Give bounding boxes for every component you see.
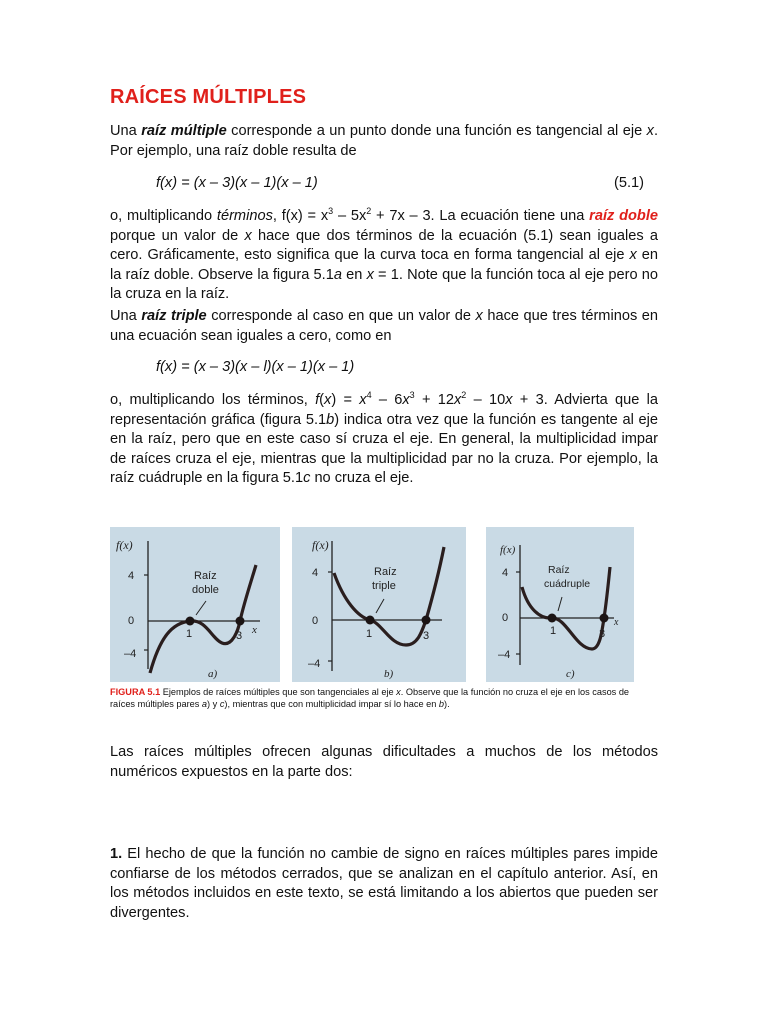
fx-label: f(x) [312, 538, 329, 552]
root-point [366, 616, 375, 625]
text: corresponde a un punto donde una función es tangencial al eje [226, 123, 647, 139]
panel-label: c) [566, 668, 575, 680]
superscript: 4 [366, 390, 372, 401]
paragraph-multiple-root [110, 122, 658, 161]
pointer [376, 599, 384, 613]
root-point [600, 614, 609, 623]
text: en la raíz doble. Observe la figura 5.1 [110, 247, 658, 283]
term-triple-root: raíz triple [141, 308, 207, 324]
root-point [186, 617, 195, 626]
equation-5-1 [156, 174, 318, 193]
text: x [454, 392, 462, 408]
caption-label: FIGURA 5.1 [110, 687, 161, 697]
tick-label: 4 [312, 567, 319, 579]
tick-label: –4 [498, 649, 511, 661]
tick-label: 0 [128, 615, 135, 627]
paragraph-triple-root [110, 307, 658, 346]
root-label: Raíz [374, 566, 397, 578]
x-axis-label: x [614, 617, 619, 628]
root-tick: 3 [423, 630, 430, 642]
fx-label: f(x) [116, 538, 133, 552]
text: hace que tres términos en una ecuación sean iguales a cero, como en [110, 308, 659, 344]
var-x: x [629, 247, 637, 264]
superscript: 2 [461, 390, 467, 401]
tick-label: –4 [308, 658, 321, 670]
var-x: x [244, 227, 252, 244]
text: – 6 [371, 392, 403, 408]
panel-label: b) [384, 668, 394, 680]
term-multiple-root: raíz múltiple [141, 123, 227, 139]
root-tick: 1 [186, 628, 193, 640]
text: b [438, 699, 445, 709]
tick-label: 4 [502, 567, 509, 579]
text: o, multiplicando los términos, [110, 392, 316, 408]
panel-label: a) [208, 668, 218, 680]
page-title: RAÍCES MÚLTIPLES [110, 86, 307, 108]
text: en [341, 266, 367, 283]
text: f [315, 392, 320, 408]
equation-text: f(x) = (x – 3)(x – 1)(x – 1) [156, 175, 318, 191]
text: hace que dos términos de la ecuación (5.1) sean iguales a cero. Gráficamente, esto significa que la curva toca en forma tangencial al eje [110, 227, 658, 264]
pointer [558, 597, 562, 611]
root-point [236, 617, 245, 626]
fx-label: f(x) [500, 544, 516, 556]
graph-triple-root [292, 527, 466, 682]
text: , f(x) = x [272, 208, 329, 224]
paragraph-multiplying [110, 391, 658, 489]
root-point [422, 616, 431, 625]
text: x [324, 392, 332, 408]
text: ) indica otra vez que la función es tangente al eje en la raíz, pero que en este caso sí cruza el eje. En general, la multiplicidad impar de raíces cruza el eje, mientras que la multiplicidad par no la cruza. Por ejemplo, la raíz cuádruple en la figura 5.1 [110, 411, 658, 487]
text: + 12 [414, 392, 454, 408]
text: x [402, 392, 410, 408]
root-tick: 1 [366, 628, 373, 640]
text: no cruza el eje. [310, 470, 414, 487]
term-double-root: raíz doble [589, 208, 658, 224]
equation-number: (5.1) [613, 175, 644, 191]
pointer [196, 601, 206, 615]
text: Una [110, 123, 142, 139]
text: ), mientras que con multiplicidad impar sí lo hace en [224, 699, 439, 709]
equation-triple [156, 358, 354, 377]
root-point [548, 614, 557, 623]
figure-panel-a [110, 527, 280, 682]
text: ) = [331, 392, 360, 408]
graph-quadruple-root [486, 527, 634, 682]
root-label: triple [372, 580, 396, 592]
tick-label: 4 [128, 570, 135, 582]
text: = 1. Note que la función toca al eje pero no la cruza en la raíz. [110, 266, 658, 303]
var-x: x [475, 308, 483, 324]
text: + 3. Advierta que la representación gráfica (figura 5.1 [110, 392, 659, 428]
tick-label: 0 [502, 612, 509, 624]
root-label: Raíz [548, 564, 570, 576]
superscript: 3 [409, 390, 415, 401]
text: c [219, 699, 225, 709]
paragraph-point-1 [110, 845, 658, 923]
var-x: x [646, 123, 654, 139]
equation-text: f(x) = (x – 3)(x – l)(x – 1)(x – 1) [156, 359, 355, 375]
text: a [333, 266, 342, 283]
paragraph-double-root [110, 207, 658, 305]
tick-label: 0 [312, 615, 319, 627]
root-label: cuádruple [544, 578, 591, 590]
figure-caption [110, 686, 630, 710]
text: El hecho de que la función no cambie de signo en raíces múltiples pares impide confiarse de los métodos cerrados, que se analizan en el capítulo anterior. Así, en los métodos incluidos en este texto, se está limitando a los abiertos que pueden ser divergentes. [110, 846, 658, 921]
text: ). [444, 699, 450, 709]
text: . Por ejemplo, una raíz doble resulta de [110, 123, 658, 159]
var-x: x [366, 266, 374, 283]
text: ) y [207, 699, 220, 709]
text: términos [216, 208, 273, 224]
root-tick: 1 [550, 625, 557, 637]
root-label: Raíz [194, 570, 217, 582]
figure-panel-b [292, 527, 466, 682]
root-label: doble [192, 584, 219, 596]
text: . Observe que la función no cruza el eje en los casos de raíces múltiples pares [110, 687, 630, 709]
text: b [326, 411, 335, 428]
text: o, multiplicando [110, 208, 217, 224]
list-number: 1. [110, 846, 123, 862]
text: Ejemplos de raíces múltiples que son tangenciales al eje [160, 687, 397, 697]
text: – 5x [333, 208, 367, 224]
text: – 10 [466, 392, 506, 408]
text: x [505, 392, 513, 408]
text: porque un valor de [110, 227, 245, 244]
text: x [359, 392, 367, 408]
paragraph-difficulties: Las raíces múltiples ofrecen algunas dificultades a muchos de los métodos numéricos expuestos en la parte dos: [110, 744, 658, 780]
superscript: 3 [328, 206, 334, 217]
graph-double-root [110, 527, 280, 682]
text: + 7x – 3. La ecuación tiene una [371, 208, 590, 224]
x-axis-label: x [252, 624, 257, 636]
root-tick: 3 [236, 630, 243, 642]
superscript: 2 [366, 206, 372, 217]
text: Una [110, 308, 142, 324]
tick-label: –4 [124, 648, 137, 660]
text: corresponde al caso en que un valor de [206, 308, 476, 324]
root-tick: 3 [599, 628, 606, 640]
text: a [201, 699, 208, 709]
text: c [303, 470, 311, 487]
text: ( [319, 392, 325, 408]
text: x [396, 687, 401, 697]
figure-panel-c [486, 527, 634, 682]
